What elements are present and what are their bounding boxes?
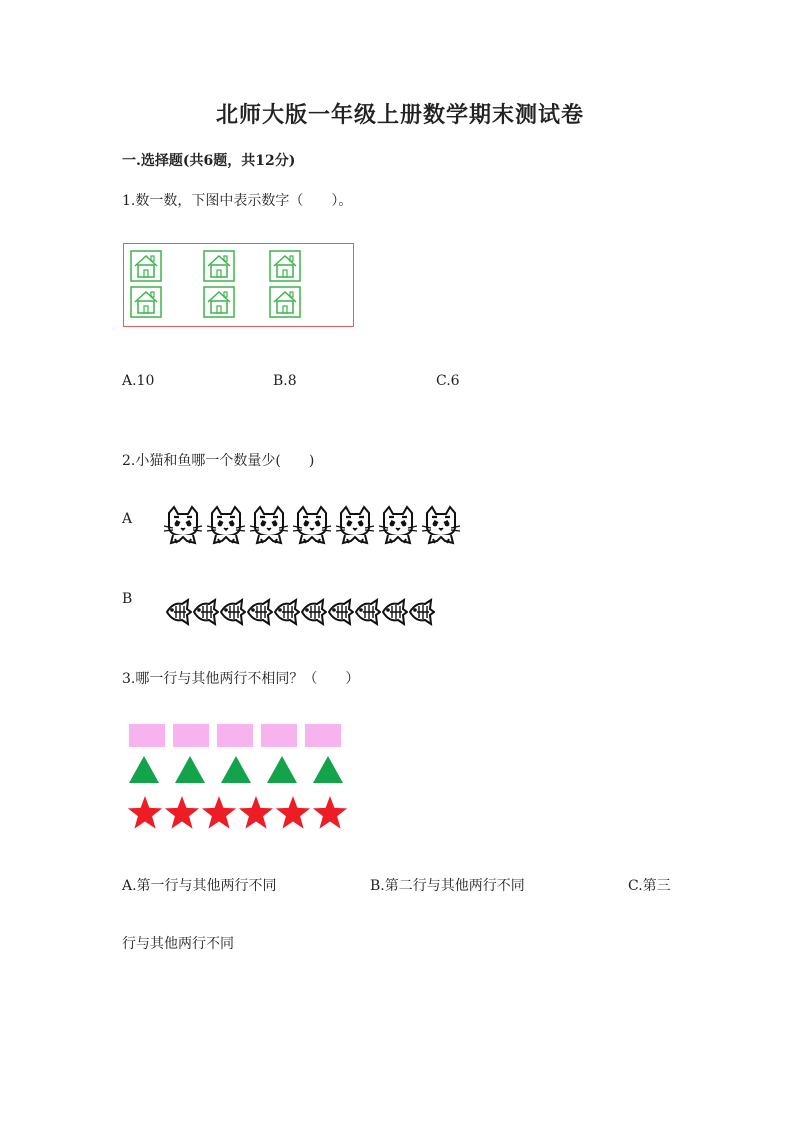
fish-icon — [247, 598, 273, 626]
q3-option-c-continued: 行与其他两行不同 — [122, 936, 234, 952]
triangle-icon — [267, 756, 297, 783]
house-icon — [130, 250, 162, 282]
cat-icon — [206, 505, 246, 545]
fish-icon — [166, 598, 192, 626]
house-figure-box — [123, 243, 354, 327]
star-icon — [202, 796, 236, 829]
star-icon — [128, 796, 162, 829]
house-icon — [269, 286, 301, 318]
cat-icon — [292, 505, 332, 545]
section-heading: 一.选择题(共6题，共12分) — [122, 153, 296, 169]
cat-icon — [249, 505, 289, 545]
q2-label-a: A — [122, 511, 133, 527]
q2-label-b: B — [122, 591, 133, 607]
fish-icon — [274, 598, 300, 626]
page-title: 北师大版一年级上册数学期末测试卷 — [215, 102, 584, 128]
house-icon — [203, 250, 235, 282]
triangle-icon — [313, 756, 343, 783]
cat-row — [163, 505, 473, 547]
triangle-icon — [221, 756, 251, 783]
cat-icon — [163, 505, 203, 545]
cat-icon — [421, 505, 461, 545]
fish-icon — [193, 598, 219, 626]
cat-icon — [378, 505, 418, 545]
star-icon — [276, 796, 310, 829]
rectangle-icon — [217, 724, 253, 747]
fish-icon — [355, 598, 381, 626]
rectangle-icon — [305, 724, 341, 747]
fish-icon — [382, 598, 408, 626]
q1-option-c: C.6 — [436, 373, 460, 389]
shape-rows — [120, 716, 360, 836]
triangle-icon — [175, 756, 205, 783]
question-2-text: 2.小猫和鱼哪一个数量少( ) — [122, 453, 315, 469]
q1-option-a: A.10 — [122, 373, 155, 389]
q1-option-b: B.8 — [273, 373, 297, 389]
rectangle-icon — [261, 724, 297, 747]
rectangle-icon — [173, 724, 209, 747]
question-3-text: 3.哪一行与其他两行不相同？（ ） — [122, 671, 360, 687]
house-icon — [130, 286, 162, 318]
star-icon — [239, 796, 273, 829]
house-icon — [269, 250, 301, 282]
star-icon — [313, 796, 347, 829]
rectangle-icon — [129, 724, 165, 747]
cat-icon — [335, 505, 375, 545]
question-1-text: 1.数一数，下图中表示数字（ ）。 — [122, 193, 353, 209]
q3-option-b: B.第二行与其他两行不同 — [370, 878, 525, 894]
house-icon — [203, 286, 235, 318]
q3-option-a: A.第一行与其他两行不同 — [122, 878, 277, 894]
fish-icon — [409, 598, 435, 626]
star-icon — [165, 796, 199, 829]
fish-icon — [328, 598, 354, 626]
fish-icon — [220, 598, 246, 626]
fish-row — [166, 598, 446, 628]
triangle-icon — [129, 756, 159, 783]
q3-option-c: C.第三 — [628, 878, 671, 894]
fish-icon — [301, 598, 327, 626]
